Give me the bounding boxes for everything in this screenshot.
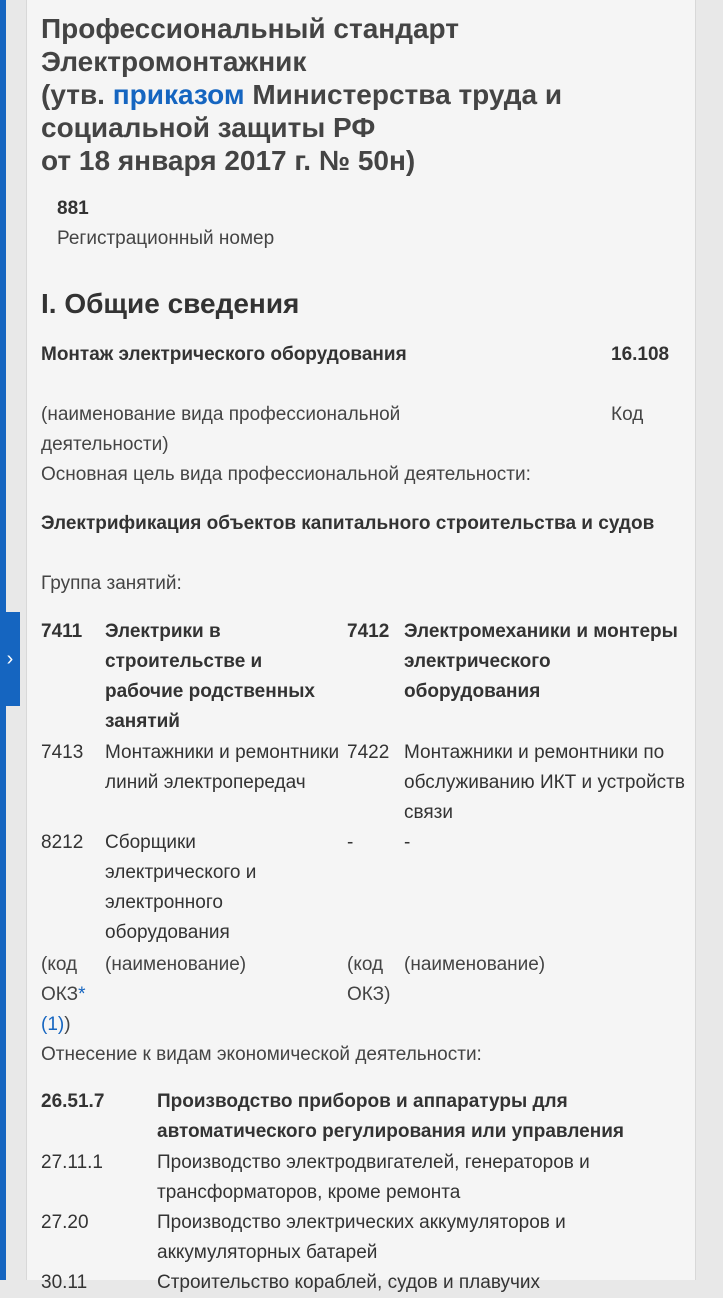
occ-code: 7411 — [41, 621, 83, 642]
occ-name: - — [404, 832, 411, 853]
okved-code: 30.11 — [41, 1272, 88, 1293]
okved-code: 27.11.1 — [41, 1152, 103, 1173]
sidebar-toggle-button[interactable] — [0, 612, 20, 706]
occ-name-caption-right: (наименование) — [404, 954, 546, 975]
activity-code: 16.108 — [611, 344, 670, 365]
goal-text: Электрификация объектов капитального строительства и судов — [41, 513, 655, 534]
chevron-right-icon: › — [6, 647, 14, 670]
occ-name: Электромеханики и монтеры электрического оборудования — [404, 621, 678, 702]
document-page — [26, 0, 696, 1293]
registration-number: 881 — [57, 198, 89, 219]
occ-code: 8212 — [41, 832, 84, 853]
registration-label: Регистрационный номер — [57, 228, 275, 249]
footnote-link[interactable]: (1) — [41, 1014, 65, 1035]
occ-name-caption: (наименование) — [105, 954, 247, 975]
section-title: I. Общие сведения — [41, 288, 300, 319]
activity-code-caption: Код — [611, 404, 644, 425]
okved-name: Строительство кораблей, судов и плавучих — [157, 1272, 541, 1293]
activity-name-caption: (наименование вида профессиональной деятельности) — [41, 404, 401, 455]
okved-code: 27.20 — [41, 1212, 89, 1233]
occ-code: 7413 — [41, 742, 84, 763]
occ-name: Монтажники и ремонтники по обслуживанию ИКТ и устройств связи — [404, 742, 685, 823]
occ-code: - — [347, 832, 354, 853]
okved-name: Производство приборов и аппаратуры для автоматического регулирования или управления — [157, 1091, 624, 1142]
okved-label: Отнесение к видам экономической деятельности: — [41, 1044, 482, 1065]
okved-name: Производство электродвигателей, генераторов и трансформаторов, кроме ремонта — [157, 1152, 590, 1203]
occ-code: 7412 — [347, 621, 390, 642]
occ-name: Монтажники и ремонтники линий электропередач — [105, 742, 340, 793]
activity-name: Монтаж электрического оборудования — [41, 344, 407, 365]
okz-code-caption: (код ОКЗ* (1)) — [41, 954, 86, 1035]
order-link[interactable]: приказом — [112, 79, 245, 110]
document-title: Профессиональный стандарт Электромонтажник (утв. приказом Министерства труда и социальной защиты РФ от 18 января 2017 г. № 50н) — [41, 13, 563, 176]
okz-code-caption-right: (код ОКЗ) — [347, 954, 391, 1005]
okved-code: 26.51.7 — [41, 1091, 105, 1112]
group-label: Группа занятий: — [41, 573, 182, 594]
occ-name: Электрики в строительстве и рабочие родственных занятий — [105, 621, 315, 732]
okved-name: Производство электрических аккумуляторов и аккумуляторных батарей — [157, 1212, 566, 1263]
goal-label: Основная цель вида профессиональной деятельности: — [41, 464, 531, 485]
occ-name: Сборщики электрического и электронного оборудования — [105, 832, 257, 943]
occ-code: 7422 — [347, 742, 390, 763]
